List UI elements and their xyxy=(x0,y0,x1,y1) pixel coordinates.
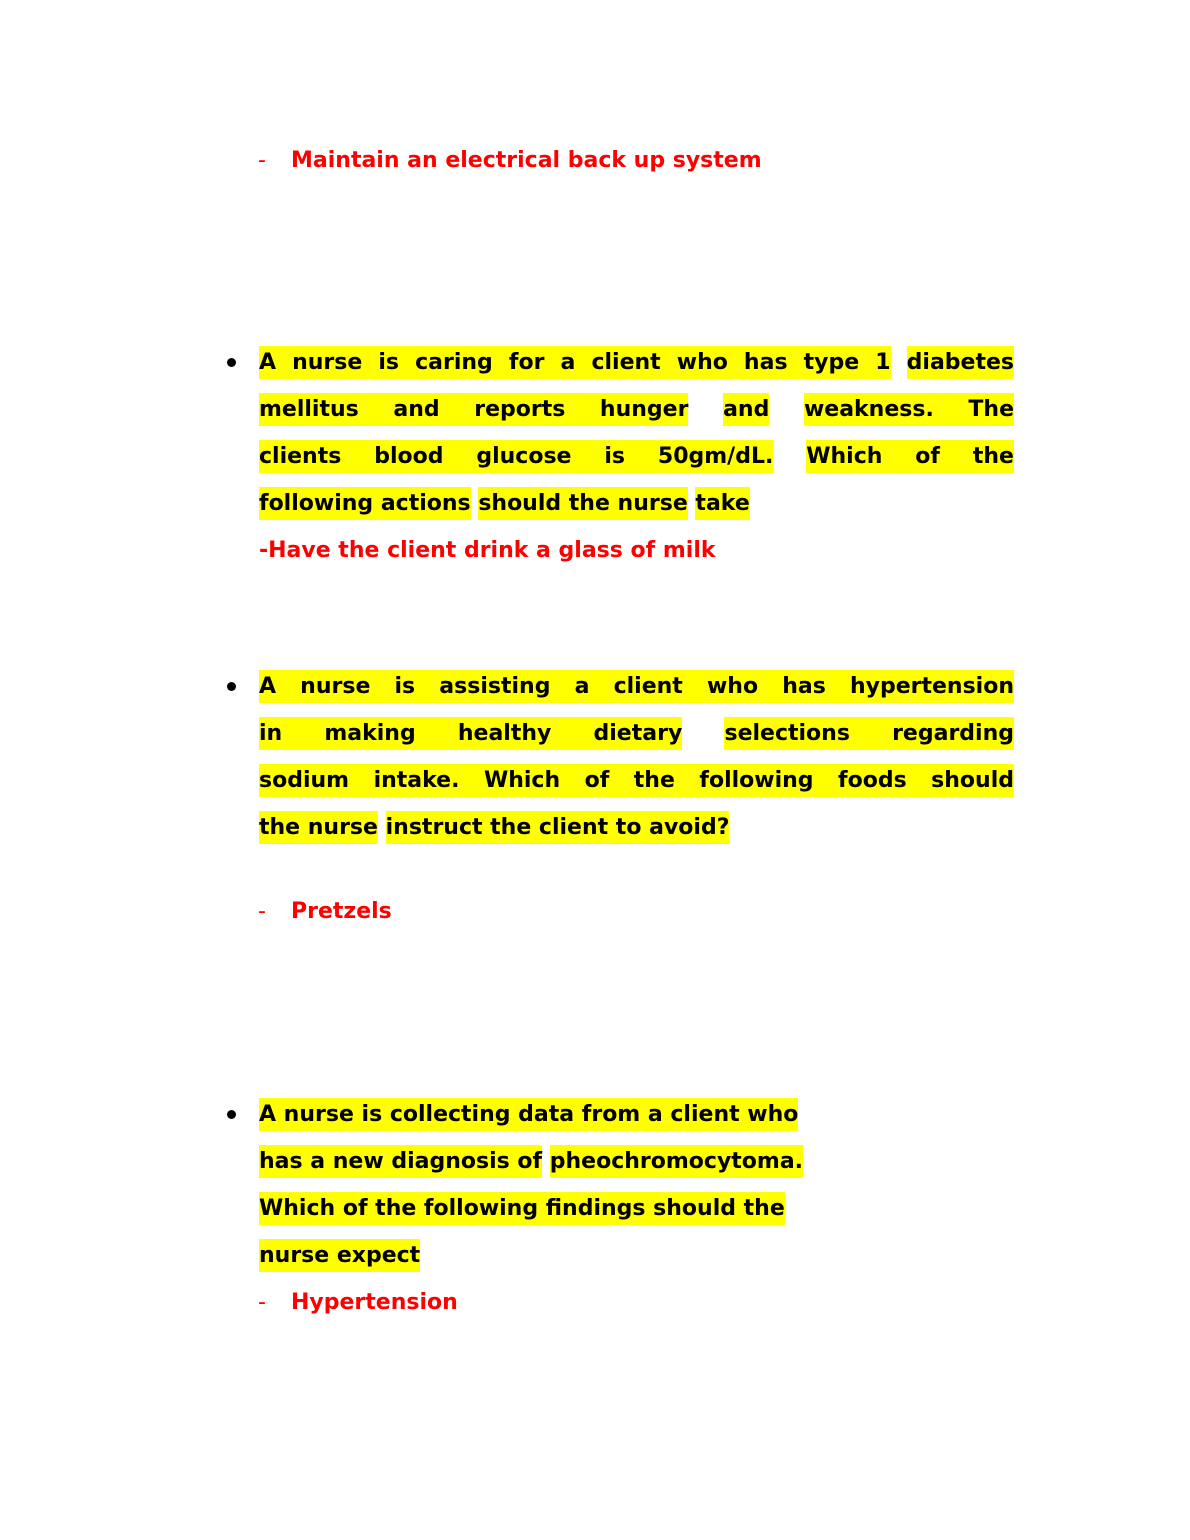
highlighted-text: in making healthy dietary xyxy=(259,717,682,750)
bullet-icon xyxy=(227,1110,236,1119)
highlighted-text: Which of the xyxy=(806,440,1014,473)
highlighted-text: and xyxy=(723,393,769,426)
question-line xyxy=(259,757,1014,804)
dash-marker: - xyxy=(258,1290,266,1315)
highlighted-text: should the nurse xyxy=(478,487,687,520)
question-line xyxy=(259,1091,803,1138)
highlighted-text: sodium intake. Which of the following foods should xyxy=(259,764,1014,797)
highlighted-text: weakness. The xyxy=(804,393,1014,426)
question-line xyxy=(259,339,1014,386)
question-block xyxy=(259,663,1014,851)
highlighted-text: take xyxy=(695,487,749,520)
answer-text: Pretzels xyxy=(291,899,392,924)
highlighted-text: nurse expect xyxy=(259,1239,420,1272)
highlighted-text: has a new diagnosis of xyxy=(259,1145,542,1178)
answer-text: Maintain an electrical back up system xyxy=(291,148,762,173)
question-line xyxy=(259,386,1014,433)
highlighted-text: Which of the following findings should the xyxy=(259,1192,785,1225)
answer-text: -Have the client drink a glass of milk xyxy=(259,538,716,563)
highlighted-text: A nurse is collecting data from a client who xyxy=(259,1098,798,1131)
question-line xyxy=(259,663,1014,710)
highlighted-text: A nurse is assisting a client who has hypertension xyxy=(259,670,1014,703)
highlighted-text: the nurse xyxy=(259,811,378,844)
highlighted-text: instruct the client to avoid? xyxy=(386,811,730,844)
highlighted-text: selections regarding xyxy=(724,717,1014,750)
highlighted-text: mellitus and reports hunger xyxy=(259,393,688,426)
question-line xyxy=(259,433,1014,480)
dash-marker: - xyxy=(258,899,266,924)
answer-item xyxy=(259,888,392,935)
answer-text: Hypertension xyxy=(291,1290,458,1315)
question-block xyxy=(259,1091,803,1326)
question-line xyxy=(259,710,1014,757)
question-line xyxy=(259,1138,803,1185)
answer-item xyxy=(259,137,762,184)
highlighted-text: pheochromocytoma. xyxy=(550,1145,803,1178)
question-block xyxy=(259,339,1014,574)
question-line xyxy=(259,804,1014,851)
dash-marker: - xyxy=(258,148,266,173)
question-line xyxy=(259,1185,803,1232)
question-line xyxy=(259,1232,803,1279)
highlighted-text: following actions xyxy=(259,487,471,520)
bullet-icon xyxy=(227,358,236,367)
bullet-icon xyxy=(227,682,236,691)
question-line xyxy=(259,480,1014,527)
highlighted-text: A nurse is caring for a client who has type 1 xyxy=(259,346,891,379)
highlighted-text: diabetes xyxy=(907,346,1014,379)
highlighted-text: clients blood glucose is 50gm/dL. xyxy=(259,440,773,473)
